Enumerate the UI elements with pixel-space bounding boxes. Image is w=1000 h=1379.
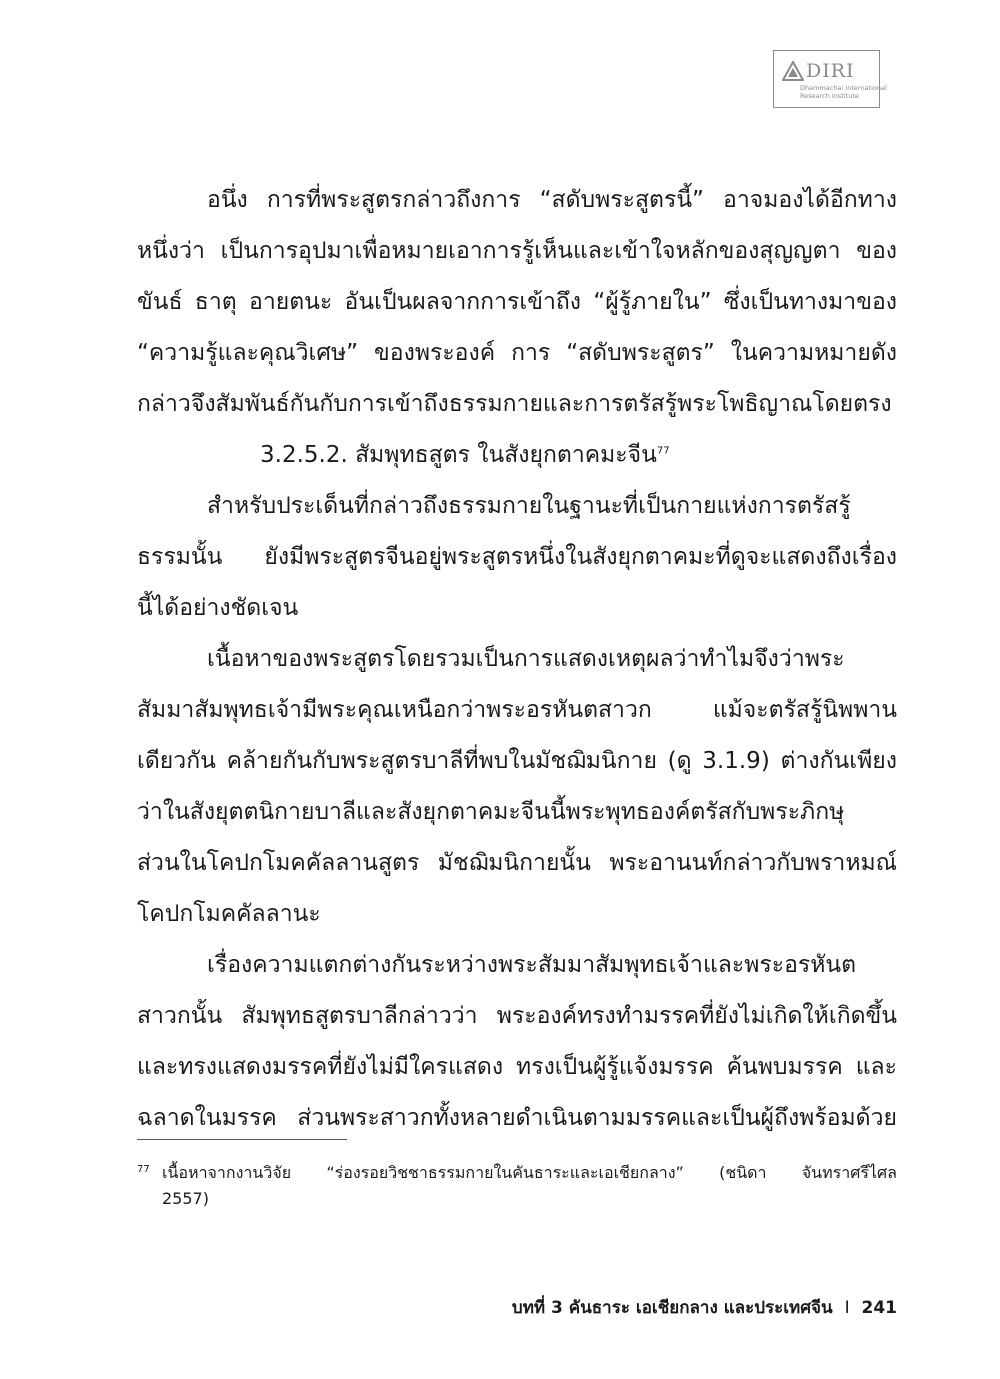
diri-logo [773,50,887,108]
text-line: เนื้อหาของพระสูตรโดยรวมเป็นการแสดงเหตุผลว่าทำไมจึงว่าพระ [207,646,845,672]
paragraph-3 [137,634,897,940]
text-line: เดียวกัน คล้ายกันกับพระสูตรบาลีที่พบในมัชฌิมนิกาย (ดู 3.1.9) ต่างกันเพียง [137,748,897,774]
triangle-emblem-icon [782,61,804,81]
footnote [137,1160,897,1212]
section-subheading [137,430,897,481]
paragraph-4 [137,940,897,1144]
text-line: โคปกโมคคัลลานะ [137,901,321,927]
footnote-number: 77 [137,1164,150,1175]
paragraph-2 [137,481,897,634]
text-line: สาวกนั้น สัมพุทธสูตรบาลีกล่าวว่า พระองค์ทรงทำมรรคที่ยังไม่เกิดให้เกิดขึ้น [137,1003,897,1029]
text-line: และทรงแสดงมรรคที่ยังไม่มีใครแสดง ทรงเป็นผู้รู้แจ้งมรรค ค้นพบมรรค และ [137,1054,897,1080]
text-line: ว่าในสังยุตตนิกายบาลีและสังยุกตาคมะจีนนี้พระพุทธองค์ตรัสกับพระภิกษุ [137,799,845,825]
footnote-divider [137,1139,347,1140]
footnote-reference[interactable]: 77 [656,445,670,457]
text-line: ส่วนในโคปกโมคคัลลานสูตร มัชฌิมนิกายนั้น พระอานนท์กล่าวกับพราหมณ์ [137,850,897,876]
text-line: “ความรู้และคุณวิเศษ” ของพระองค์ การ “สดับพระสูตร” ในความหมายดัง [137,340,897,366]
text-line: ฉลาดในมรรค ส่วนพระสาวกทั้งหลายดำเนินตามมรรคและเป็นผู้ถึงพร้อมด้วย [137,1105,897,1131]
text-line: ธรรมนั้น ยังมีพระสูตรจีนอยู่พระสูตรหนึ่งในสังยุกตาคมะที่ดูจะแสดงถึงเรื่อง [137,544,897,570]
page-number: 241 [861,1298,897,1318]
footnote-line: 2557) [162,1189,209,1208]
logo-subtitle-line: Research Institute [800,92,859,100]
text-line: หนึ่งว่า เป็นการอุปมาเพื่อหมายเอาการรู้เห็นและเข้าใจหลักของสุญญตา ของ [137,238,897,264]
subheading-text: 3.2.5.2. สัมพุทธสูตร ในสังยุกตาคมะจีน [260,442,657,468]
paragraph-1 [137,175,897,430]
main-body-text [137,175,897,1144]
footnote-line: เนื้อหาจากงานวิจัย “ร่องรอยวิชชาธรรมกายในคันธาระและเอเชียกลาง” (ชนิดา จันทราศรีไศล [162,1163,897,1182]
logo-subtitle [800,84,887,100]
text-line: อนึ่ง การที่พระสูตรกล่าวถึงการ “สดับพระสูตรนี้” อาจมองได้อีกทาง [207,187,897,213]
text-line: ขันธ์ ธาตุ อายตนะ อันเป็นผลจากการเข้าถึง “ผู้รู้ภายใน” ซึ่งเป็นทางมาของ [137,289,897,315]
page-footer [512,1294,897,1321]
text-line: สัมมาสัมพุทธเจ้ามีพระคุณเหนือกว่าพระอรหันตสาวก แม้จะตรัสรู้นิพพาน [137,697,897,723]
logo-subtitle-line: Dhammachai International [800,84,887,92]
text-line: สำหรับประเด็นที่กล่าวถึงธรรมกายในฐานะที่เป็นกายแห่งการตรัสรู้ [207,493,851,519]
text-line: นี้ได้อย่างชัดเจน [137,595,299,621]
footer-separator: I [844,1298,850,1318]
chapter-title: บทที่ 3 คันธาระ เอเชียกลาง และประเทศจีน [511,1298,833,1318]
logo-name: DIRI [806,60,855,82]
text-line: กล่าวจึงสัมพันธ์กันกับการเข้าถึงธรรมกายและการตรัสรู้พระโพธิญาณโดยตรง [137,391,892,417]
text-line: เรื่องความแตกต่างกันระหว่างพระสัมมาสัมพุทธเจ้าและพระอรหันต [207,952,857,978]
